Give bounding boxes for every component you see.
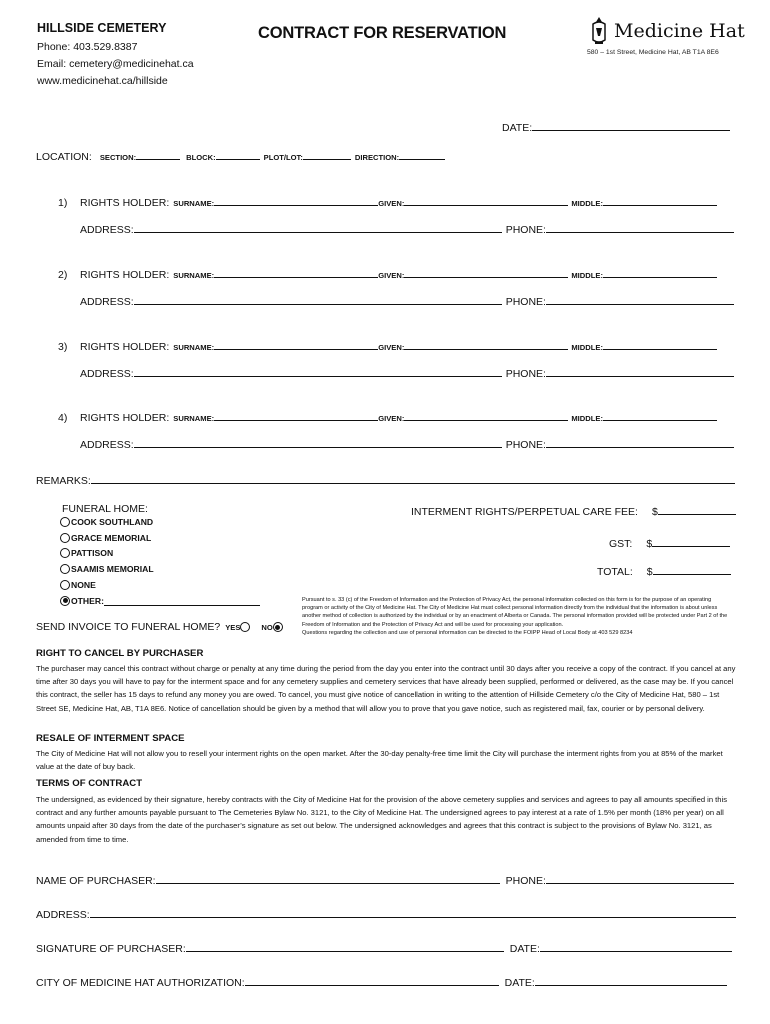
funeral-home-option-label: OTHER: <box>71 595 104 606</box>
middle-label: MIDDLE: <box>571 343 603 352</box>
given-field[interactable] <box>404 268 568 278</box>
invoice-row <box>36 621 284 633</box>
total-field[interactable] <box>653 565 731 575</box>
phone-label: PHONE: <box>505 224 546 236</box>
funeral-home-option[interactable] <box>60 596 260 606</box>
given-field[interactable] <box>404 340 568 350</box>
funeral-home-option[interactable] <box>60 580 96 590</box>
authorization-date-field[interactable] <box>535 976 727 986</box>
section-label: SECTION: <box>99 153 137 162</box>
address-field[interactable] <box>134 223 502 233</box>
address-field[interactable] <box>134 367 502 377</box>
funeral-home-label: FUNERAL HOME: <box>62 503 148 515</box>
invoice-no-radio[interactable] <box>273 622 283 632</box>
signature-label: SIGNATURE OF PURCHASER: <box>36 943 186 955</box>
purchaser-name-field[interactable] <box>156 874 500 884</box>
phone-label: PHONE: <box>505 439 546 451</box>
block-label: BLOCK: <box>186 153 216 162</box>
other-funeral-home-field[interactable] <box>104 596 260 606</box>
gst-label: GST: <box>609 538 633 550</box>
rights-holder-address-row <box>80 367 734 380</box>
terms-heading: TERMS OF CONTRACT <box>36 778 143 789</box>
plot-label: PLOT/LOT: <box>263 153 303 162</box>
address-label: ADDRESS: <box>80 296 134 308</box>
address-label: ADDRESS: <box>80 368 134 380</box>
surname-label: SURNAME: <box>173 343 215 352</box>
org-phone: Phone: 403.529.8387 <box>37 41 138 53</box>
given-field[interactable] <box>404 411 568 421</box>
rights-holder-label: RIGHTS HOLDER: <box>80 341 170 353</box>
middle-field[interactable] <box>603 340 717 350</box>
cancel-text: The purchaser may cancel this contract without charge or penalty at any time during the period from the day you enter into the contract until 30 days after you receive a copy of the contract. If you cancel at any time after 30 days you will have to pay for the interment space and for any cemetery supplies and cemetery services that have already been supplied, performed or delivered, as the case may be. If you cancel this contract, the seller has 15 days to refund any money you are owed. To cancel, you must give notice of cancellation in writing to the attention of Hillside Cemetery c/o the City of Medicine Hat, 580 – 1st Street SE, Medicine Hat, AB, T1A 8E6. Notice of cancellation should be given by a method that will allow you to prove that you gave notice, such as registered mail, fax, courier or by personal delivery. <box>36 664 736 713</box>
funeral-home-radio[interactable] <box>60 517 70 527</box>
funeral-home-option[interactable] <box>60 533 151 543</box>
rights-holder-name-row <box>58 411 717 424</box>
logo-address: 580 – 1st Street, Medicine Hat, AB T1A 8E6 <box>587 49 719 56</box>
date-field[interactable] <box>532 121 730 131</box>
phone-field[interactable] <box>546 438 734 448</box>
logo-text: Medicine Hat <box>614 20 745 42</box>
rights-holder-number: 3) <box>58 341 68 353</box>
purchaser-address-row <box>36 908 736 921</box>
funeral-home-option[interactable] <box>60 517 153 527</box>
date-row <box>502 121 730 134</box>
terms-text: The undersigned, as evidenced by their signature, hereby contracts with the City of Medicine Hat for the provision of the above cemetery supplies and services and agrees to pay all amounts specified in this contract and any further amounts payable pursuant to The Cemeteries Bylaw No. 3121, to the City of Medicine Hat. The undersigned agrees to pay interest at a rate of 1.5% per month (18% per year) on all amounts unpaid after 30 days from the date of the purchaser’s signature as set out below. The undersigned acknowledges and agrees that this contract is subject to the provisions of Bylaw No. 3121, as amended from time to time. <box>36 795 727 844</box>
signature-field[interactable] <box>186 942 504 952</box>
purchaser-name-label: NAME OF PURCHASER: <box>36 875 156 887</box>
phone-label: PHONE: <box>505 296 546 308</box>
org-email[interactable]: Email: cemetery@medicinehat.ca <box>37 58 194 70</box>
resale-heading: RESALE OF INTERMENT SPACE <box>36 733 185 744</box>
org-website[interactable]: www.medicinehat.ca/hillside <box>37 75 168 87</box>
surname-label: SURNAME: <box>173 414 215 423</box>
location-row <box>36 150 445 163</box>
total-row <box>597 565 731 578</box>
address-label: ADDRESS: <box>80 224 134 236</box>
gst-row <box>609 537 730 550</box>
purchaser-phone-field[interactable] <box>546 874 734 884</box>
funeral-home-option-label: GRACE MEMORIAL <box>71 532 152 543</box>
rights-holder-number: 1) <box>58 197 68 209</box>
funeral-home-radio[interactable] <box>60 548 70 558</box>
funeral-home-option[interactable] <box>60 548 113 558</box>
address-field[interactable] <box>134 438 502 448</box>
given-field[interactable] <box>404 196 568 206</box>
rights-holder-address-row <box>80 295 734 308</box>
signature-date-field[interactable] <box>540 942 732 952</box>
funeral-home-option-label: NONE <box>71 579 96 590</box>
direction-field[interactable] <box>399 150 445 160</box>
rights-holder-label: RIGHTS HOLDER: <box>80 412 170 424</box>
funeral-home-option-label: SAAMIS MEMORIAL <box>71 564 154 575</box>
rights-holder-label: RIGHTS HOLDER: <box>80 197 170 209</box>
date-label: DATE: <box>502 122 533 134</box>
currency-symbol: $ <box>651 506 658 518</box>
surname-label: SURNAME: <box>173 199 215 208</box>
gst-field[interactable] <box>652 537 730 547</box>
remarks-label: REMARKS: <box>36 475 91 487</box>
surname-field[interactable] <box>214 268 378 278</box>
phone-field[interactable] <box>546 223 734 233</box>
middle-field[interactable] <box>603 196 717 206</box>
signature-date-label: DATE: <box>509 943 540 955</box>
given-label: GIVEN: <box>378 199 405 208</box>
interment-fee-row <box>411 505 736 518</box>
privacy-notice <box>302 596 732 637</box>
address-field[interactable] <box>134 295 502 305</box>
funeral-home-radio[interactable] <box>60 533 70 543</box>
plot-field[interactable] <box>303 150 351 160</box>
section-field[interactable] <box>136 150 180 160</box>
authorization-date-label: DATE: <box>504 977 535 989</box>
funeral-home-radio[interactable] <box>60 596 70 606</box>
currency-symbol: $ <box>646 538 653 550</box>
rights-holder-number: 4) <box>58 412 68 424</box>
purchaser-address-label: ADDRESS: <box>36 909 90 921</box>
funeral-home-radio[interactable] <box>60 580 70 590</box>
authorization-label: CITY OF MEDICINE HAT AUTHORIZATION: <box>36 977 245 989</box>
interment-fee-label: INTERMENT RIGHTS/PERPETUAL CARE FEE: <box>411 506 638 518</box>
page-title: CONTRACT FOR RESERVATION <box>258 24 507 42</box>
org-name: HILLSIDE CEMETERY <box>37 21 167 35</box>
surname-field[interactable] <box>214 340 378 350</box>
middle-field[interactable] <box>603 411 717 421</box>
purchaser-phone-label: PHONE: <box>505 875 546 887</box>
funeral-home-option[interactable] <box>60 564 154 574</box>
rights-holder-name-row <box>58 196 717 209</box>
phone-label: PHONE: <box>505 368 546 380</box>
middle-label: MIDDLE: <box>571 271 603 280</box>
given-label: GIVEN: <box>378 271 405 280</box>
interment-fee-field[interactable] <box>658 505 736 515</box>
surname-field[interactable] <box>214 196 378 206</box>
invoice-label: SEND INVOICE TO FUNERAL HOME? <box>36 621 221 633</box>
funeral-home-radio[interactable] <box>60 564 70 574</box>
signature-row <box>36 942 732 955</box>
middle-label: MIDDLE: <box>571 414 603 423</box>
phone-field[interactable] <box>546 367 734 377</box>
funeral-home-option-label: PATTISON <box>71 548 114 559</box>
rights-holder-address-row <box>80 438 734 451</box>
middle-field[interactable] <box>603 268 717 278</box>
surname-field[interactable] <box>214 411 378 421</box>
purchaser-name-row <box>36 874 734 887</box>
invoice-yes-radio[interactable] <box>240 622 250 632</box>
remarks-field[interactable] <box>91 474 735 484</box>
authorization-row <box>36 976 727 989</box>
block-field[interactable] <box>216 150 260 160</box>
authorization-field[interactable] <box>245 976 499 986</box>
rights-holder-number: 2) <box>58 269 68 281</box>
rights-holder-address-row <box>80 223 734 236</box>
location-label: LOCATION: <box>36 151 92 163</box>
city-logo <box>588 16 745 46</box>
address-label: ADDRESS: <box>80 439 134 451</box>
rights-holder-name-row <box>58 268 717 281</box>
rights-holder-label: RIGHTS HOLDER: <box>80 269 170 281</box>
privacy-questions: Questions regarding the collection and use of personal information can be directed to the FOIPP Head of Local Body at 403 529 8234 <box>302 629 633 636</box>
given-label: GIVEN: <box>378 343 405 352</box>
remarks-row <box>36 474 735 487</box>
given-label: GIVEN: <box>378 414 405 423</box>
funeral-home-option-label: COOK SOUTHLAND <box>71 517 154 527</box>
lamp-emblem-icon <box>588 16 610 46</box>
surname-label: SURNAME: <box>173 271 215 280</box>
purchaser-address-field[interactable] <box>90 908 736 918</box>
phone-field[interactable] <box>546 295 734 305</box>
direction-label: DIRECTION: <box>354 153 400 162</box>
invoice-no-label: NO <box>261 622 273 632</box>
invoice-yes-label: YES <box>225 622 241 632</box>
privacy-text: Pursuant to s. 33 (c) of the Freedom of Information and the Protection of Privacy Act, the personal information collected on this form is for the purpose of an operating program or activity of the City of Medicine Hat. The City of Medicine Hat must collect personal information directly from the individual that the information is about unless another method of collection is authorized by the individual or by an enactment of Alberta or Canada. The personal information provided will be protected under Part 2 of the Freedom of Information and the Protection of Privacy Act and will be used for processing your application. <box>302 597 728 628</box>
resale-text: The City of Medicine Hat will not allow you to resell your interment rights on the open market. After the 30-day penalty-free time limit the City will purchase the interment rights from you at 85% of the market value at the date of buy back. <box>36 749 723 772</box>
currency-symbol: $ <box>646 566 653 578</box>
cancel-heading: RIGHT TO CANCEL BY PURCHASER <box>36 648 204 659</box>
middle-label: MIDDLE: <box>571 199 603 208</box>
total-label: TOTAL: <box>597 566 633 578</box>
rights-holder-name-row <box>58 340 717 353</box>
